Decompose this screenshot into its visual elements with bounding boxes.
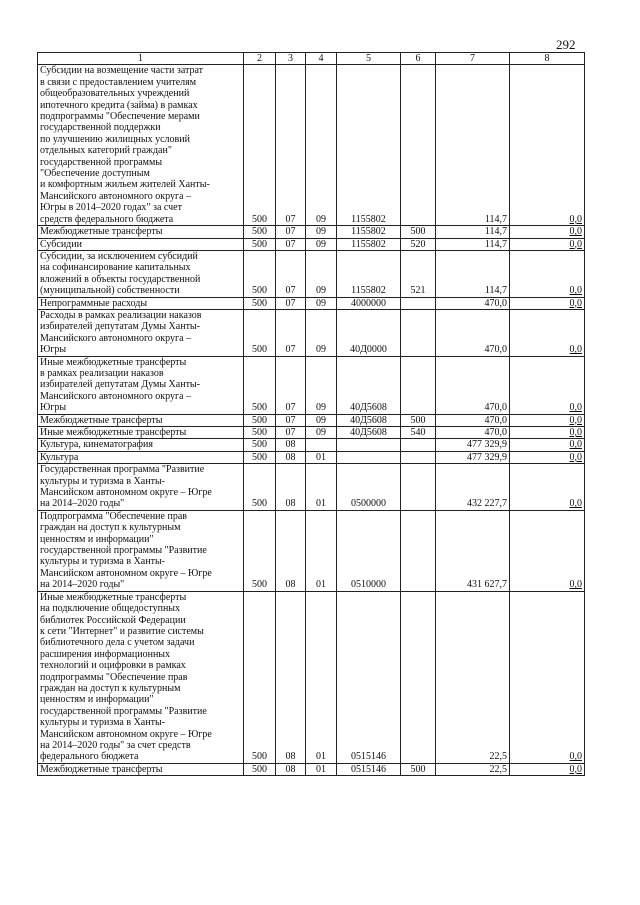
target-article-code: 1155802 bbox=[337, 238, 401, 250]
target-article-code: 40Д5608 bbox=[337, 427, 401, 439]
subsection-code: 09 bbox=[306, 427, 337, 439]
amount-2015: 470,0 bbox=[436, 297, 510, 309]
admin-code: 500 bbox=[244, 226, 276, 238]
section-code: 07 bbox=[276, 356, 306, 414]
expense-type-code bbox=[401, 510, 436, 591]
row-name: Непрограммные расходы bbox=[38, 297, 244, 309]
row-name: Подпрограмма "Обеспечение прав граждан на доступ к культурным ценностям и информации" государственной программы "Развитие культуры и туризма в Ханты- Мансийском автономном округе – Югре на 2014–2020 годы" bbox=[38, 510, 244, 591]
target-article-code: 0515146 bbox=[337, 763, 401, 775]
row-name: Расходы в рамках реализации наказов избирателей депутатам Думы Ханты- Мансийского автономного округа – Югры bbox=[38, 309, 244, 356]
budget-table bbox=[37, 52, 585, 776]
section-code: 07 bbox=[276, 297, 306, 309]
amount-2016: 0,0 bbox=[510, 464, 585, 511]
admin-code: 500 bbox=[244, 250, 276, 297]
expense-type-code bbox=[401, 65, 436, 226]
subsection-code: 01 bbox=[306, 510, 337, 591]
row-name: Государственная программа "Развитие культуры и туризма в Ханты- Мансийском автономном округе – Югре на 2014–2020 годы" bbox=[38, 464, 244, 511]
section-code: 08 bbox=[276, 439, 306, 451]
amount-2015: 114,7 bbox=[436, 65, 510, 226]
row-name: Иные межбюджетные трансферты в рамках реализации наказов избирателей депутатам Думы Ханты- Мансийского автономного округа – Югры bbox=[38, 356, 244, 414]
target-article-code: 1155802 bbox=[337, 65, 401, 226]
table-row bbox=[38, 297, 585, 309]
subsection-code: 01 bbox=[306, 763, 337, 775]
amount-2015: 470,0 bbox=[436, 309, 510, 356]
expense-type-code: 500 bbox=[401, 226, 436, 238]
table-row bbox=[38, 464, 585, 511]
section-code: 07 bbox=[276, 414, 306, 426]
amount-2016: 0,0 bbox=[510, 356, 585, 414]
subsection-code: 09 bbox=[306, 356, 337, 414]
admin-code: 500 bbox=[244, 65, 276, 226]
expense-type-code bbox=[401, 439, 436, 451]
table-row bbox=[38, 309, 585, 356]
amount-2016: 0,0 bbox=[510, 510, 585, 591]
subsection-code bbox=[306, 439, 337, 451]
target-article-code: 0500000 bbox=[337, 464, 401, 511]
expense-type-code bbox=[401, 356, 436, 414]
target-article-code bbox=[337, 451, 401, 463]
amount-2015: 22,5 bbox=[436, 591, 510, 763]
amount-2016: 0,0 bbox=[510, 591, 585, 763]
expense-type-code: 500 bbox=[401, 414, 436, 426]
row-name: Межбюджетные трансферты bbox=[38, 414, 244, 426]
table-row bbox=[38, 427, 585, 439]
target-article-code: 4000000 bbox=[337, 297, 401, 309]
target-article-code: 0510000 bbox=[337, 510, 401, 591]
page-number: 292 bbox=[556, 37, 576, 52]
amount-2016: 0,0 bbox=[510, 439, 585, 451]
amount-2015: 22,5 bbox=[436, 763, 510, 775]
table-row bbox=[38, 356, 585, 414]
column-header: 7 bbox=[436, 53, 510, 65]
expense-type-code bbox=[401, 451, 436, 463]
target-article-code: 40Д0000 bbox=[337, 309, 401, 356]
admin-code: 500 bbox=[244, 427, 276, 439]
admin-code: 500 bbox=[244, 238, 276, 250]
table-row bbox=[38, 414, 585, 426]
amount-2015: 432 227,7 bbox=[436, 464, 510, 511]
row-name: Субсидии, за исключением субсидий на софинансирование капитальных вложений в объекты государственной (муниципальной) собственности bbox=[38, 250, 244, 297]
section-code: 08 bbox=[276, 464, 306, 511]
subsection-code: 09 bbox=[306, 238, 337, 250]
row-name: Культура bbox=[38, 451, 244, 463]
column-header: 2 bbox=[244, 53, 276, 65]
admin-code: 500 bbox=[244, 510, 276, 591]
section-code: 07 bbox=[276, 65, 306, 226]
amount-2016: 0,0 bbox=[510, 297, 585, 309]
expense-type-code: 500 bbox=[401, 763, 436, 775]
table-row bbox=[38, 451, 585, 463]
amount-2015: 477 329,9 bbox=[436, 451, 510, 463]
column-header: 1 bbox=[38, 53, 244, 65]
amount-2015: 470,0 bbox=[436, 427, 510, 439]
amount-2015: 477 329,9 bbox=[436, 439, 510, 451]
admin-code: 500 bbox=[244, 439, 276, 451]
table-header-row bbox=[38, 53, 585, 65]
table-row bbox=[38, 238, 585, 250]
admin-code: 500 bbox=[244, 464, 276, 511]
amount-2016: 0,0 bbox=[510, 451, 585, 463]
admin-code: 500 bbox=[244, 297, 276, 309]
section-code: 08 bbox=[276, 591, 306, 763]
row-name: Иные межбюджетные трансферты bbox=[38, 427, 244, 439]
table-row bbox=[38, 250, 585, 297]
table-row bbox=[38, 65, 585, 226]
target-article-code: 1155802 bbox=[337, 226, 401, 238]
row-name: Межбюджетные трансферты bbox=[38, 226, 244, 238]
column-header: 4 bbox=[306, 53, 337, 65]
amount-2016: 0,0 bbox=[510, 763, 585, 775]
expense-type-code bbox=[401, 297, 436, 309]
amount-2016: 0,0 bbox=[510, 250, 585, 297]
expense-type-code bbox=[401, 309, 436, 356]
subsection-code: 09 bbox=[306, 297, 337, 309]
subsection-code: 09 bbox=[306, 65, 337, 226]
expense-type-code bbox=[401, 591, 436, 763]
amount-2015: 431 627,7 bbox=[436, 510, 510, 591]
admin-code: 500 bbox=[244, 309, 276, 356]
subsection-code: 09 bbox=[306, 309, 337, 356]
subsection-code: 01 bbox=[306, 591, 337, 763]
expense-type-code bbox=[401, 464, 436, 511]
section-code: 07 bbox=[276, 250, 306, 297]
amount-2016: 0,0 bbox=[510, 226, 585, 238]
table-row bbox=[38, 439, 585, 451]
section-code: 08 bbox=[276, 510, 306, 591]
amount-2016: 0,0 bbox=[510, 427, 585, 439]
admin-code: 500 bbox=[244, 356, 276, 414]
amount-2015: 114,7 bbox=[436, 238, 510, 250]
amount-2015: 470,0 bbox=[436, 356, 510, 414]
row-name: Субсидии bbox=[38, 238, 244, 250]
subsection-code: 09 bbox=[306, 226, 337, 238]
target-article-code: 40Д5608 bbox=[337, 414, 401, 426]
table-row bbox=[38, 510, 585, 591]
subsection-code: 01 bbox=[306, 451, 337, 463]
subsection-code: 01 bbox=[306, 464, 337, 511]
expense-type-code: 520 bbox=[401, 238, 436, 250]
section-code: 07 bbox=[276, 238, 306, 250]
target-article-code: 1155802 bbox=[337, 250, 401, 297]
admin-code: 500 bbox=[244, 763, 276, 775]
amount-2016: 0,0 bbox=[510, 65, 585, 226]
expense-type-code: 540 bbox=[401, 427, 436, 439]
row-name: Субсидии на возмещение части затрат в связи с предоставлением учителям общеобразовательных учреждений ипотечного кредита (займа) в рамках подпрограммы "Обеспечение мерами государственной поддержки по улучшению жилищных условий отдельных категорий граждан" государственной программы "Обеспечение доступным и комфортным жильем жителей Ханты- Мансийского автономного округа – Югры в 2014–2020 годах" за счет средств федерального бюджета bbox=[38, 65, 244, 226]
amount-2015: 114,7 bbox=[436, 226, 510, 238]
admin-code: 500 bbox=[244, 414, 276, 426]
target-article-code: 0515146 bbox=[337, 591, 401, 763]
admin-code: 500 bbox=[244, 451, 276, 463]
amount-2016: 0,0 bbox=[510, 414, 585, 426]
table-row bbox=[38, 226, 585, 238]
admin-code: 500 bbox=[244, 591, 276, 763]
section-code: 07 bbox=[276, 226, 306, 238]
target-article-code: 40Д5608 bbox=[337, 356, 401, 414]
expense-type-code: 521 bbox=[401, 250, 436, 297]
column-header: 5 bbox=[337, 53, 401, 65]
section-code: 08 bbox=[276, 763, 306, 775]
table-row bbox=[38, 763, 585, 775]
amount-2016: 0,0 bbox=[510, 309, 585, 356]
target-article-code bbox=[337, 439, 401, 451]
subsection-code: 09 bbox=[306, 414, 337, 426]
column-header: 3 bbox=[276, 53, 306, 65]
table-row bbox=[38, 591, 585, 763]
amount-2015: 114,7 bbox=[436, 250, 510, 297]
section-code: 08 bbox=[276, 451, 306, 463]
row-name: Межбюджетные трансферты bbox=[38, 763, 244, 775]
amount-2016: 0,0 bbox=[510, 238, 585, 250]
section-code: 07 bbox=[276, 309, 306, 356]
amount-2015: 470,0 bbox=[436, 414, 510, 426]
column-header: 6 bbox=[401, 53, 436, 65]
subsection-code: 09 bbox=[306, 250, 337, 297]
row-name: Культура, кинематография bbox=[38, 439, 244, 451]
row-name: Иные межбюджетные трансферты на подключение общедоступных библиотек Российской Федерации к сети "Интернет" и развитие системы библиотечного дела с учетом задачи расширения информационных технологий и оцифровки в рамках подпрограммы "Обеспечение прав граждан на доступ к культурным ценностям и информации" государственной программы "Развитие культуры и туризма в Ханты- Мансийском автономном округе – Югре на 2014–2020 годы" за счет средств федерального бюджета bbox=[38, 591, 244, 763]
column-header: 8 bbox=[510, 53, 585, 65]
section-code: 07 bbox=[276, 427, 306, 439]
